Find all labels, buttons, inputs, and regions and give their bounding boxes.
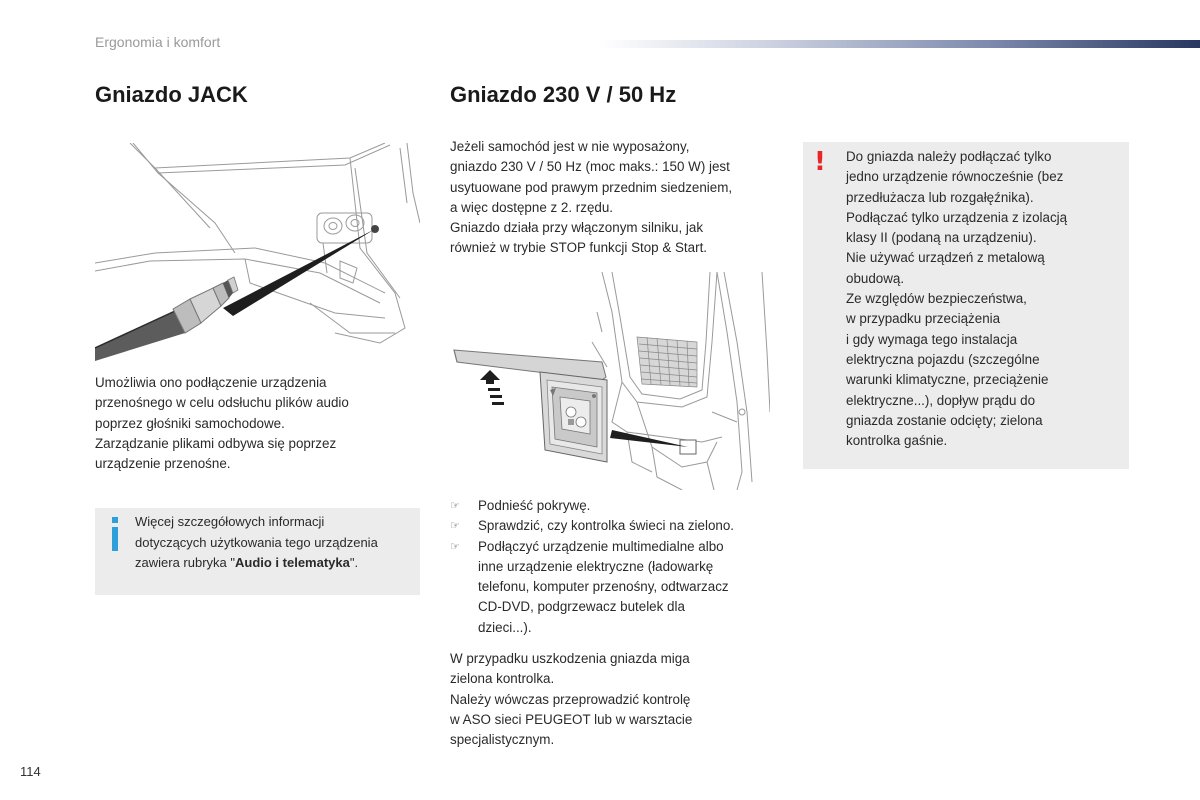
text-line: Do gniazda należy podłączać tylko	[846, 149, 1052, 164]
audio-telematics-reference: Audio i telematyka	[234, 555, 350, 570]
step-text: telefonu, komputer przenośny, odtwarzacz	[478, 579, 729, 595]
text-line: kontrolka gaśnie.	[846, 433, 948, 449]
text-line: elektryczne...), dopływ prądu do	[846, 392, 1036, 408]
malfunction-note	[450, 649, 790, 750]
header-gradient-bar	[600, 40, 1200, 48]
text-line: W przypadku uszkodzenia gniazda miga	[450, 651, 690, 666]
230v-description	[450, 137, 785, 259]
hand-pointer-icon: ☞	[450, 500, 460, 512]
exclamation-warning-icon: !	[814, 147, 826, 177]
step-item	[450, 516, 790, 536]
text-line: Należy wówczas przeprowadzić kontrolę	[450, 691, 691, 707]
text-line: gniazdo 230 V / 50 Hz (moc maks.: 150 W) jest	[450, 159, 730, 175]
text-line: gniazda zostanie odcięty; zielona	[846, 412, 1043, 428]
text-line: Gniazdo działa przy włączonym silniku, jak	[450, 220, 704, 236]
step-item	[450, 496, 790, 516]
jack-socket-illustration	[95, 143, 420, 361]
text-line: Jeżeli samochód jest w nie wyposażony,	[450, 139, 690, 154]
text-line: przenośnego w celu odsłuchu plików audio	[95, 395, 349, 411]
text-line: Ze względów bezpieczeństwa,	[846, 291, 1027, 307]
step-item	[450, 537, 790, 638]
step-text: dzieci...).	[478, 619, 532, 635]
text-line: specjalistycznym.	[450, 732, 555, 748]
text-line: a więc dostępne z 2. rzędu.	[450, 199, 614, 215]
230v-socket-illustration	[452, 272, 770, 490]
text-line: również w trybie STOP funkcji Stop & Start.	[450, 240, 708, 256]
text-fragment: ".	[349, 555, 359, 570]
hand-pointer-icon: ☞	[450, 520, 460, 533]
warning-text	[846, 147, 1121, 451]
jack-description	[95, 373, 415, 474]
info-box	[95, 508, 420, 595]
text-line: usytuowane pod prawym przednim siedzeniem,	[450, 179, 733, 195]
text-line: klasy II (podaną na urządzeniu).	[846, 230, 1037, 246]
instruction-steps	[450, 496, 790, 638]
step-text: Podnieść pokrywę.	[478, 498, 591, 513]
warning-box	[803, 142, 1129, 469]
text-line: przedłużacza lub rozgałęźnika).	[846, 189, 1034, 205]
text-line: obudową.	[846, 270, 905, 286]
step-text: inne urządzenie elektryczne (ładowarkę	[478, 558, 714, 574]
text-fragment: zawiera rubryka "	[135, 555, 235, 570]
jack-socket-title: Gniazdo JACK	[95, 82, 248, 107]
text-line: warunki klimatyczne, przeciążenie	[846, 372, 1049, 388]
text-line: Zarządzanie plikami odbywa się poprzez	[95, 435, 337, 451]
info-icon	[108, 517, 122, 551]
step-text: Podłączyć urządzenie multimedialne albo	[478, 538, 724, 554]
text-line: poprzez głośniki samochodowe.	[95, 415, 285, 431]
text-line: Więcej szczegółowych informacji	[135, 514, 325, 529]
info-text	[135, 512, 415, 574]
text-line: zielona kontrolka.	[450, 671, 555, 687]
text-line: elektryczna pojazdu (szczególne	[846, 351, 1040, 367]
hand-pointer-icon: ☞	[450, 540, 460, 553]
text-line: jedno urządzenie równocześnie (bez	[846, 169, 1064, 185]
text-line: w ASO sieci PEUGEOT lub w warsztacie	[450, 711, 693, 727]
text-line: Nie używać urządzeń z metalową	[846, 250, 1045, 266]
section-label: Ergonomia i komfort	[95, 34, 221, 50]
page-number: 114	[20, 764, 41, 779]
text-line: Umożliwia ono podłączenie urządzenia	[95, 375, 327, 390]
step-text: Sprawdzić, czy kontrolka świeci na zielono.	[478, 518, 735, 534]
text-line	[135, 553, 415, 574]
text-line: w przypadku przeciążenia	[846, 311, 1001, 327]
step-text: CD-DVD, podgrzewacz butelek dla	[478, 599, 685, 615]
text-line: urządzenie przenośne.	[95, 456, 231, 472]
text-line: i gdy wymaga tego instalacja	[846, 331, 1018, 347]
text-line: Podłączać tylko urządzenia z izolacją	[846, 209, 1068, 225]
text-line: dotyczących użytkowania tego urządzenia	[135, 534, 378, 550]
230v-socket-title: Gniazdo 230 V / 50 Hz	[450, 82, 677, 107]
